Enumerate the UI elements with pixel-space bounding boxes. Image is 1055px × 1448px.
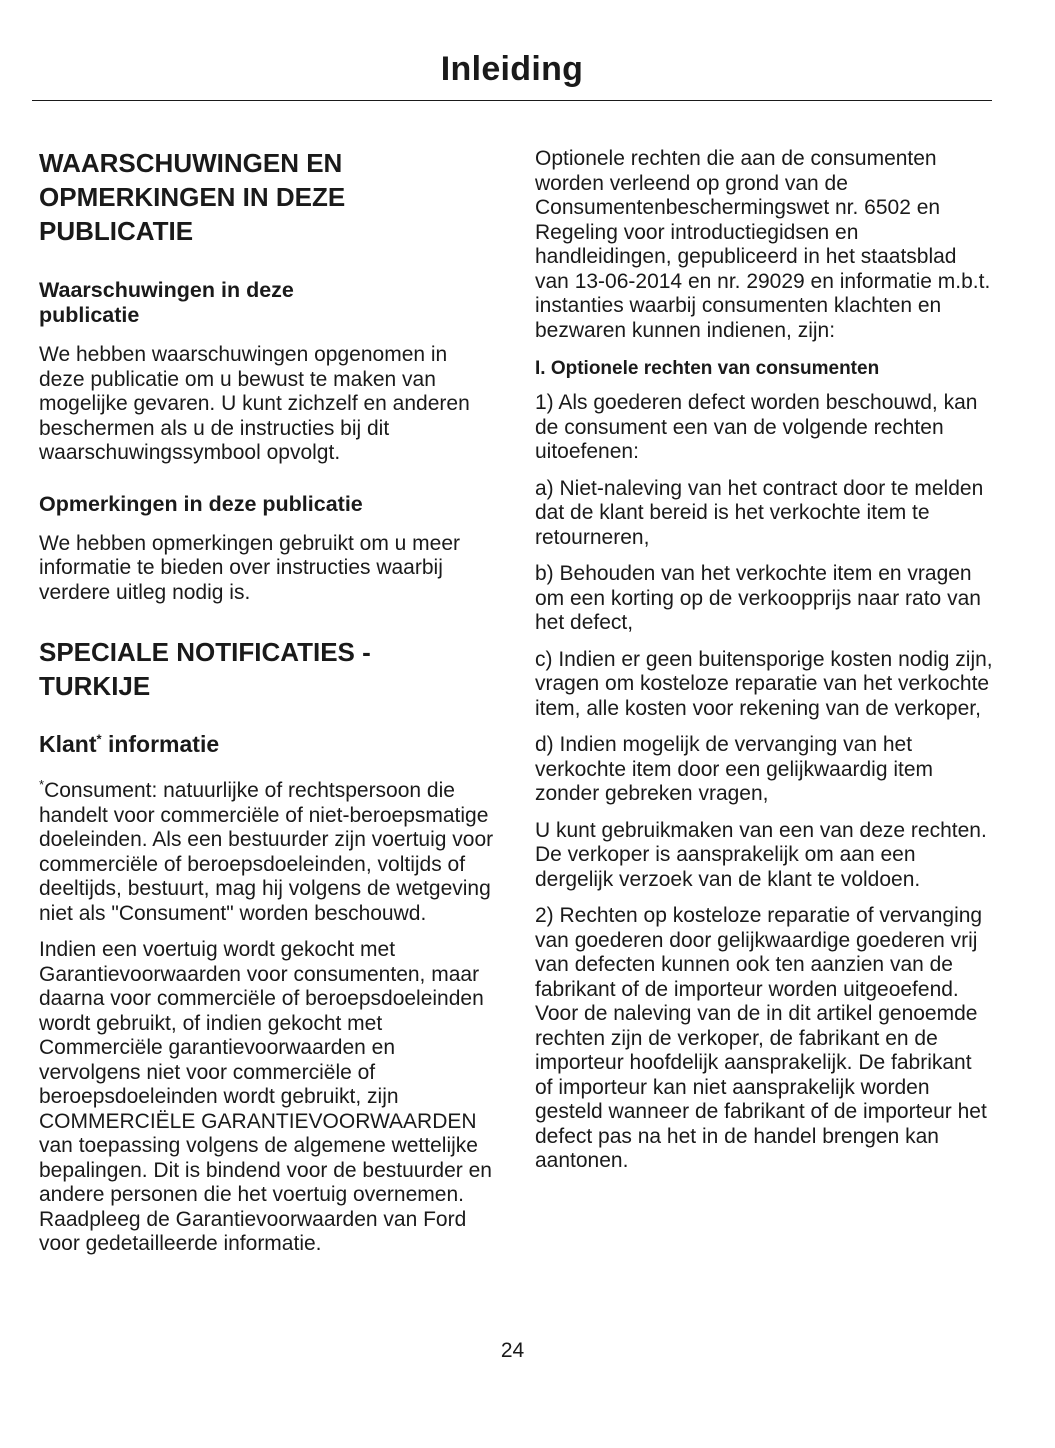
rights-item-2: 2) Rechten op kosteloze reparatie of vervanging van goederen door gelijkwaardige goederen vrij van defecten kunnen ook ten aanzien van de fabrikant of de importeur worden uitgeoefend. Voor de naleving van de in dit artikel genoemde rechten zijn de verkoper, de fabrikant en de importeur hoofdelijk aansprakelijk. De fabrikant of importeur kan niet aansprakelijk worden gesteld wanneer de fabrikant of de importeur het defect pas na het in de handel brengen kan aantonen. [535,904,987,1172]
rights-choice-paragraph: U kunt gebruikmaken van een van deze rechten. De verkoper is aansprakelijk om aan een dergelijk verzoek van de klant te voldoen. [535,818,987,891]
rights-item-a: a) Niet-naleving van het contract door te melden dat de klant bereid is het verkochte item te retourneren, [535,476,984,549]
client-heading-asterisk: * [96,731,102,747]
rights-item-d: d) Indien mogelijk de vervanging van het verkochte item door een gelijkwaardig item zonder gebreken vragen, [535,733,934,805]
rights-item-1: 1) Als goederen defect worden beschouwd, kan de consument een van de volgende rechten uitoefenen: [535,391,978,463]
warnings-paragraph: We hebben waarschuwingen opgenomen in deze publicatie om u bewust te maken van mogelijke gevaren. U kunt zichzelf en anderen beschermen als u de instructies bij dit waarschuwingssymbool opvolgt. [39,343,470,464]
client-info-heading [39,729,495,759]
warnings-heading: Waarschuwingen in deze publicatie [39,278,294,327]
client-heading-rest: informatie [101,731,220,757]
notes-paragraph: We hebben opmerkingen gebruikt om u meer informatie te bieden over instructies waarbij verdere uitleg nodig is. [39,531,461,604]
intro-paragraph: Optionele rechten die aan de consumenten worden verleend op grond van de Consumentenbeschermingswet nr. 6502 en Regeling voor introductiegidsen en handleidingen, gepubliceerd in het staatsblad van 13-06-2014 en nr. 29029 en informatie m.b.t. instanties waarbij consumenten klachten en bezwaren kunnen indienen, zijn: [535,147,991,342]
consumer-asterisk: * [39,777,45,792]
page-number: 24 [500,1339,525,1362]
section-title-warnings-notes: WAARSCHUWINGEN EN OPMERKINGEN IN DEZE PUBLICATIE [39,148,346,246]
client-heading-word: Klant [39,731,97,757]
notes-heading: Opmerkingen in deze publicatie [39,491,363,516]
left-column [39,146,495,1257]
rights-item-b: b) Behouden van het verkochte item en vragen om een korting op de verkoopprijs naar rato van het defect, [535,562,981,634]
consumer-definition-paragraph [39,779,495,926]
right-column [535,147,993,1174]
rights-item-c: c) Indien er geen buitensporige kosten nodig zijn, vragen om kosteloze reparatie van het verkochte item, alle kosten voor rekening van de verkoper, [535,647,993,720]
consumer-definition-text: Consument: natuurlijke of rechtspersoon die handelt voor commerciële of niet-beroepsmatige doeleinden. Als een bestuurder zijn voertuig voor commerciële of beroepsdoeleinden, voltijds of deeltijds, bestuurt, mag hij volgens de wetgeving niet als "Consument" worden beschouwd. [39,779,494,925]
page-title: Inleiding [440,50,584,88]
optional-rights-heading: I. Optionele rechten van consumenten [535,358,880,379]
page-header [32,46,992,101]
section-title-turkey: SPECIALE NOTIFICATIES - TURKIJE [39,637,371,701]
warranty-paragraph: Indien een voertuig wordt gekocht met Garantievoorwaarden voor consumenten, maar daarna voor commerciële of beroepsdoeleinden wordt gebruikt, of indien gekocht met Commerciële garantievoorwaarden en vervolgens niet voor commerciële of beroepsdoeleinden wordt gebruikt, zijn COMMERCIËLE GARANTIEVOORWAARDEN van toepassing volgens de algemene wettelijke bepalingen. Dit is bindend voor de bestuurder en andere personen die het voertuig overnemen. Raadpleeg de Garantievoorwaarden van Ford voor gedetailleerde informatie. [39,938,492,1255]
